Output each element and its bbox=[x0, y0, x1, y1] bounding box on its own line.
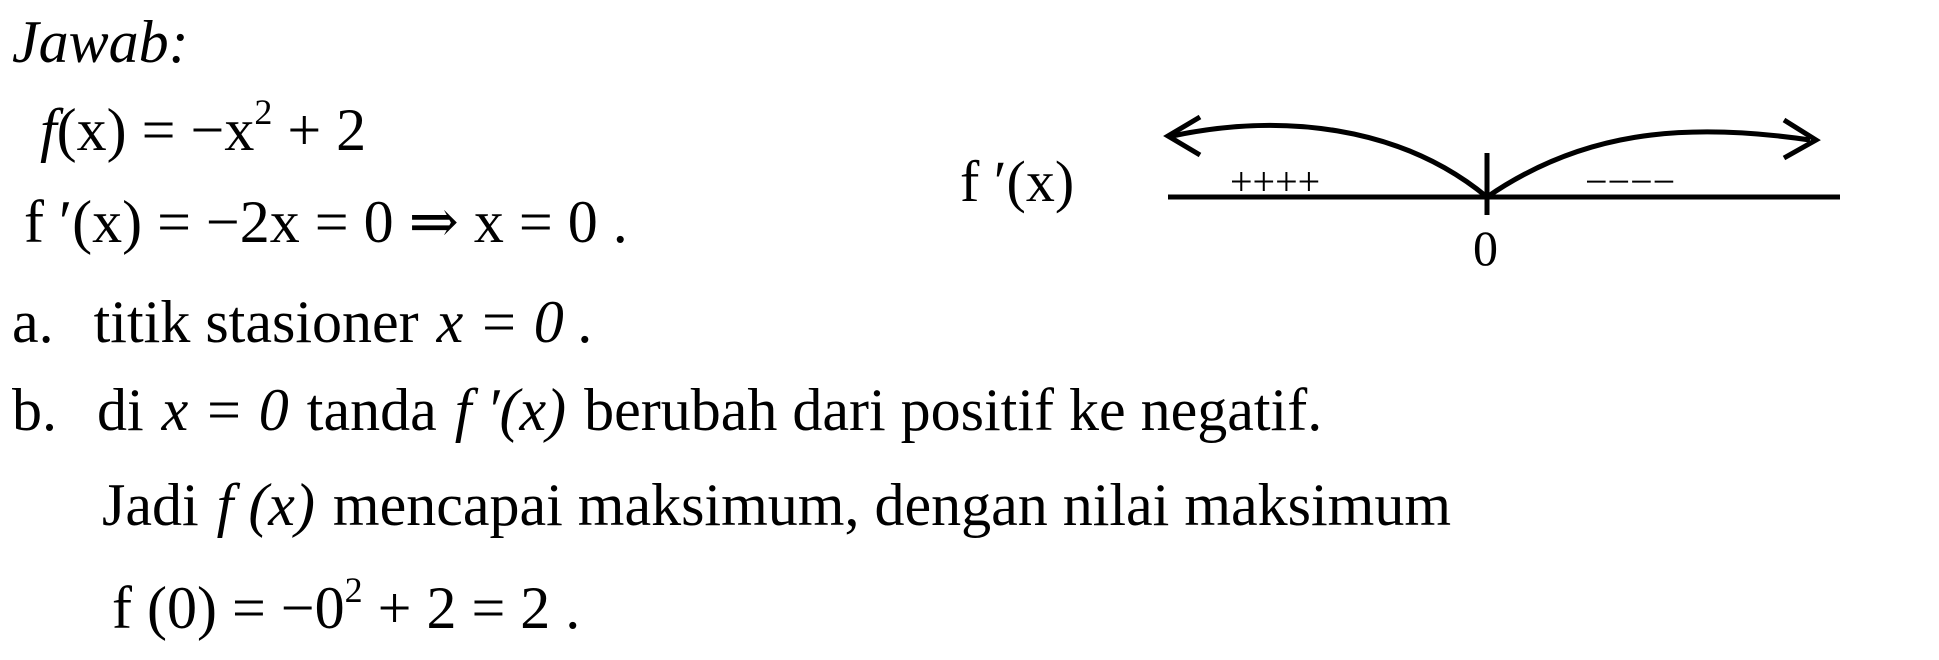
derivative-equation: f ′(x) = −2x = 0 ⇒ x = 0 . bbox=[24, 189, 628, 255]
item-b bbox=[12, 377, 1323, 443]
item-b-text-tanda: tanda bbox=[306, 377, 437, 443]
item-b-marker: b. bbox=[12, 377, 57, 443]
maximum-value-part2: + 2 = 2 . bbox=[362, 575, 581, 641]
maximum-value-exponent: 2 bbox=[344, 570, 363, 610]
item-b-text-berubah: berubah dari positif ke negatif. bbox=[584, 377, 1323, 443]
conclusion-math-fx: f (x) bbox=[216, 472, 315, 538]
increasing-curve bbox=[1172, 125, 1487, 197]
conclusion-text: mencapai maksimum, dengan nilai maksimum bbox=[332, 472, 1452, 538]
item-a-marker: a. bbox=[12, 289, 54, 355]
heading: Jawab: bbox=[12, 9, 189, 75]
function-rhs-part2: + 2 bbox=[272, 97, 367, 163]
item-a-math: x = 0 . bbox=[436, 289, 594, 355]
conclusion-line bbox=[102, 472, 1452, 538]
function-name: f bbox=[40, 97, 57, 163]
zero-label: 0 bbox=[1473, 220, 1498, 276]
maximum-value-part1: f (0) = −0 bbox=[112, 575, 345, 641]
function-exponent: 2 bbox=[254, 92, 273, 132]
positive-signs: ++++ bbox=[1230, 159, 1321, 204]
item-a bbox=[12, 289, 594, 355]
sign-diagram-graphic bbox=[960, 95, 1880, 295]
item-a-text: titik stasioner bbox=[93, 289, 419, 355]
function-definition bbox=[40, 92, 367, 163]
item-b-math-x0: x = 0 bbox=[161, 377, 289, 443]
maximum-value bbox=[112, 570, 581, 641]
item-b-text-di: di bbox=[97, 377, 144, 443]
sign-diagram bbox=[960, 95, 1880, 295]
negative-signs: −−−− bbox=[1585, 159, 1676, 204]
function-argument: (x) bbox=[56, 97, 127, 163]
sign-diagram-label: f ′(x) bbox=[960, 149, 1075, 214]
item-b-math-derivative: f ′(x) bbox=[454, 377, 567, 443]
function-rhs-part1: = −x bbox=[126, 97, 255, 163]
conclusion-jadi: Jadi bbox=[102, 472, 199, 538]
